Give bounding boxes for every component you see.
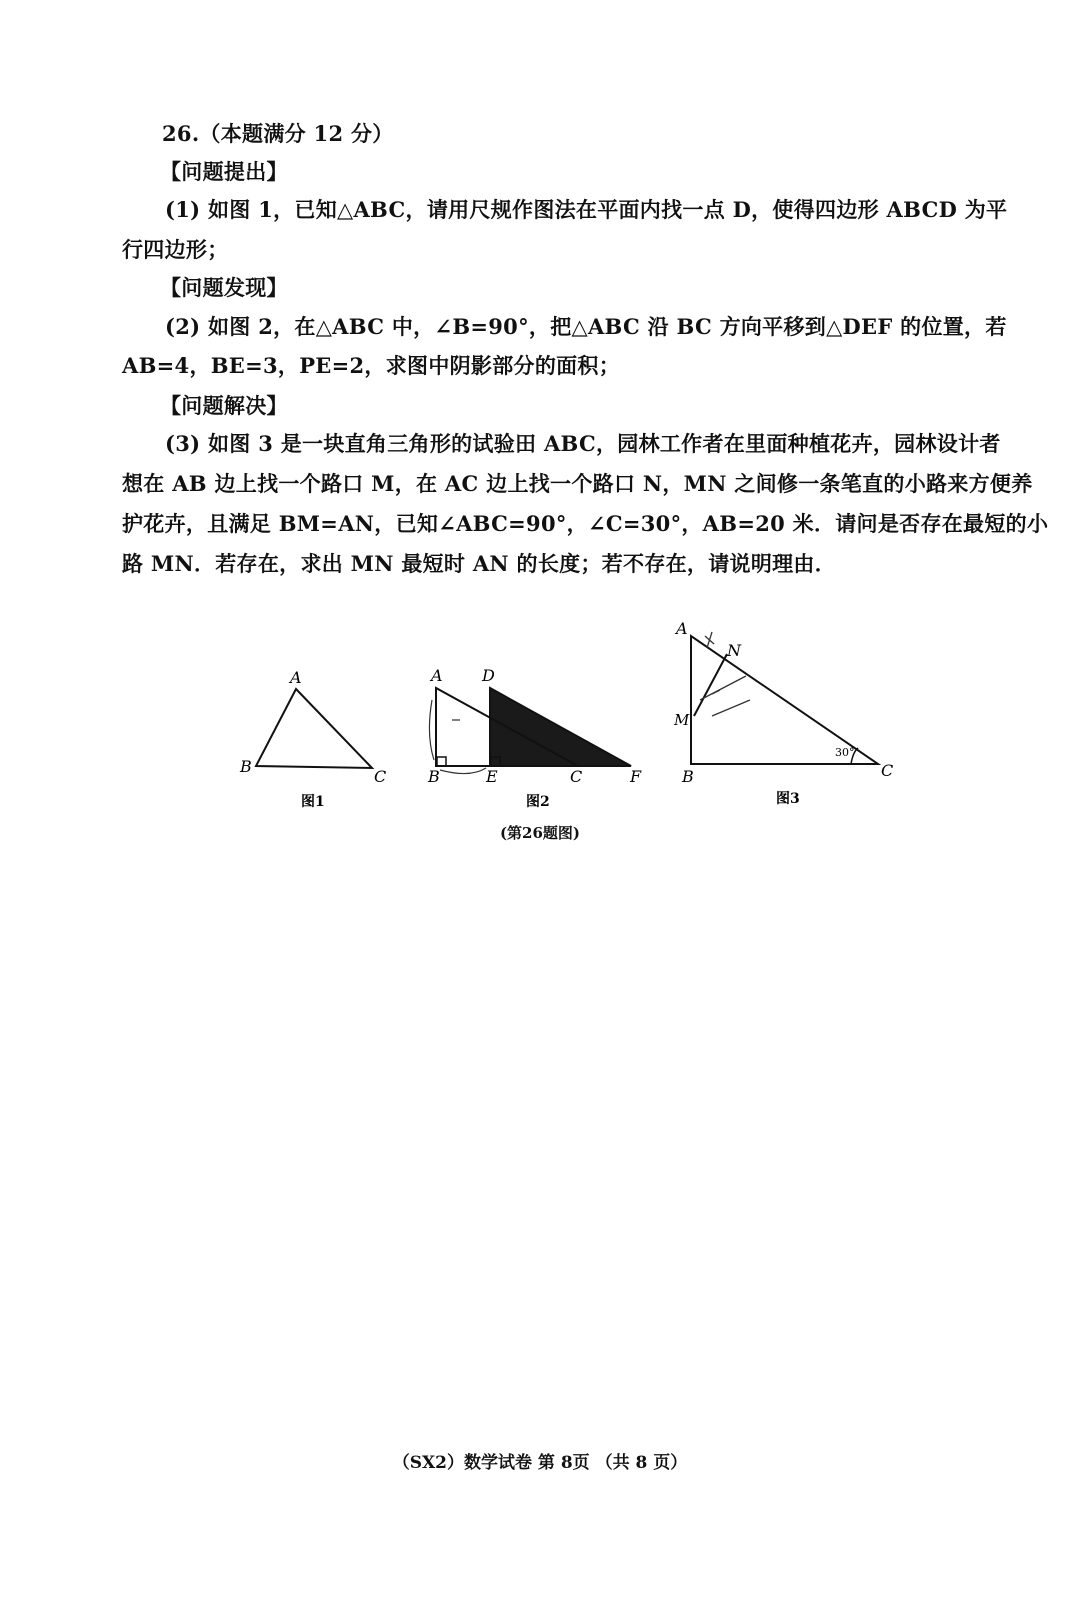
- part1-line2: 行四边形；: [122, 237, 229, 262]
- fig2-label-f: F: [630, 767, 642, 786]
- part3-line4: 路 MN．若存在，求出 MN 最短时 AN 的长度；若不存在，请说明理由．: [122, 551, 837, 576]
- fig1-triangle: [256, 689, 372, 768]
- section-heading-problem-posed: 【问题提出】: [160, 159, 288, 184]
- fig3-label-a: A: [676, 619, 688, 638]
- part2-line2: AB=4，BE=3，PE=2，求图中阴影部分的面积；: [122, 353, 621, 378]
- fig2-label-a: A: [431, 666, 443, 685]
- part3-line3: 护花卉，且满足 BM=AN，已知∠ABC=90°，∠C=30°，AB=20 米．请问是否存在最短的小: [122, 511, 1049, 536]
- fig3-label-b: B: [682, 767, 694, 786]
- figure-2: [427, 666, 642, 810]
- fig2-caption: 图2: [526, 794, 550, 810]
- part3-line2: 想在 AB 边上找一个路口 M，在 AC 边上找一个路口 N，MN 之间修一条笔直的小路来方便养: [122, 471, 1033, 496]
- question-title: 26.（本题满分 12 分）: [162, 121, 394, 146]
- figure-3: [673, 619, 893, 807]
- part3-line1: (3) 如图 3 是一块直角三角形的试验田 ABC，园林工作者在里面种植花卉，园林设计者: [165, 431, 1001, 456]
- fig3-label-n: N: [727, 641, 741, 660]
- fig3-label-m: M: [674, 711, 690, 729]
- fig3-caption: 图3: [776, 791, 800, 807]
- part1-line1: (1) 如图 1，已知△ABC，请用尺规作图法在平面内找一点 D，使得四边形 ABCD 为平: [165, 197, 1008, 222]
- fig3-triangle: [691, 636, 878, 764]
- fig2-right-angle-b: [437, 757, 446, 766]
- fig2-label-c: C: [570, 767, 583, 786]
- part2-line1: (2) 如图 2，在△ABC 中，∠B=90°，把△ABC 沿 BC 方向平移到△DEF 的位置，若: [165, 314, 1007, 339]
- fig1-label-c: C: [374, 767, 387, 786]
- fig3-angle-label: 30°: [835, 746, 855, 759]
- section-heading-problem-discovered: 【问题发现】: [160, 275, 288, 300]
- fig2-label-b: B: [428, 767, 440, 786]
- fig3-label-c: C: [881, 761, 894, 780]
- figures-group-caption: (第26题图): [499, 824, 581, 842]
- fig1-label-b: B: [240, 757, 252, 776]
- figures-area: [0, 600, 1080, 860]
- fig3-path-mn: [694, 654, 727, 716]
- fig2-label-d: D: [482, 666, 495, 685]
- figure-1: [239, 668, 386, 810]
- section-heading-problem-solved: 【问题解决】: [160, 393, 288, 418]
- fig1-caption: 图1: [301, 794, 325, 810]
- page-footer: （SX2）数学试卷 第 8页 （共 8 页）: [392, 1453, 688, 1473]
- fig3-pencil-marks: [700, 632, 750, 716]
- fig2-label-e: E: [486, 767, 498, 786]
- fig1-label-a: A: [290, 668, 302, 687]
